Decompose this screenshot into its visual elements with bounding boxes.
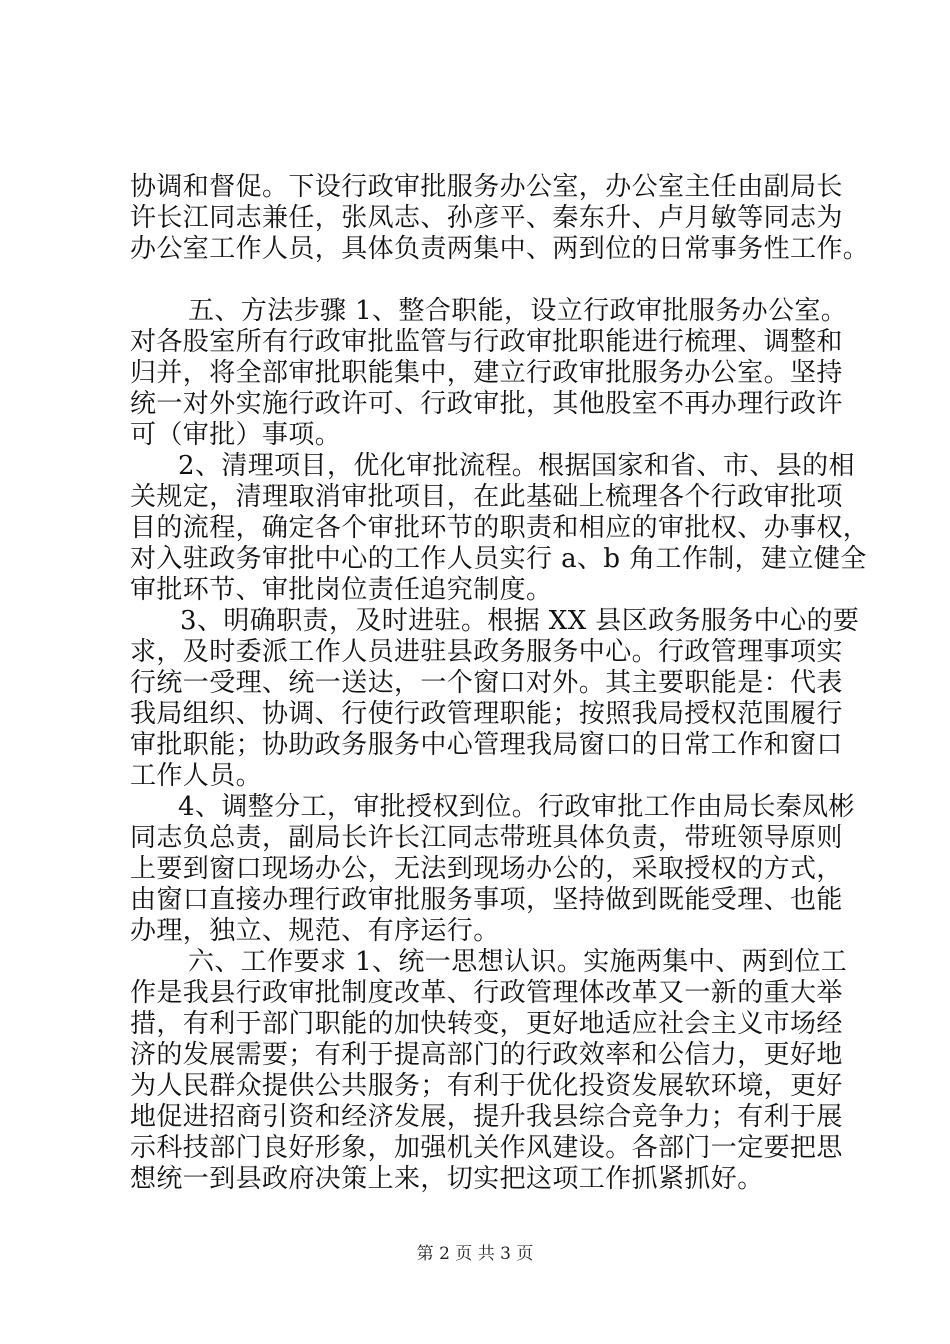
text-line: 统一对外实施行政许可、行政审批，其他股室不再办理行政许 xyxy=(130,389,843,419)
text-line: 目的流程，确定各个审批环节的职责和相应的审批权、办事权， xyxy=(130,513,870,543)
paragraph-spacer xyxy=(130,265,840,296)
paragraph-1 xyxy=(130,172,870,265)
paragraph-6 xyxy=(130,947,848,1195)
text-line: 同志负总责，副局长许长江同志带班具体负责，带班领导原则 xyxy=(130,823,843,853)
text-line: 2、清理项目，优化审批流程。根据国家和省、市、县的相 xyxy=(178,451,855,481)
text-line: 关规定，清理取消审批项目，在此基础上梳理各个行政审批项 xyxy=(130,482,843,512)
text-line: 办理，独立、规范、有序运行。 xyxy=(130,916,500,946)
text-line: 归并，将全部审批职能集中，建立行政审批服务办公室。坚持 xyxy=(130,358,843,388)
paragraph-2 xyxy=(130,296,848,451)
text-line: 措，有利于部门职能的加快转变，更好地适应社会主义市场经 xyxy=(130,1009,843,1039)
text-line: 审批环节、审批岗位责任追究制度。 xyxy=(130,575,553,605)
document-body xyxy=(130,172,870,1195)
text-line: 想统一到县政府决策上来，切实把这项工作抓紧抓好。 xyxy=(130,1164,764,1194)
text-line: 由窗口直接办理行政审批服务事项，坚持做到既能受理、也能 xyxy=(130,885,843,915)
paragraph-3 xyxy=(130,451,870,606)
text-line: 3、明确职责，及时进驻。根据 XX 县区政务服务中心的要 xyxy=(180,606,860,636)
text-line: 六、工作要求 1、统一思想认识。实施两集中、两到位工 xyxy=(188,947,848,977)
text-line: 4、调整分工，审批授权到位。行政审批工作由局长秦凤彬 xyxy=(178,792,855,822)
text-line: 许长江同志兼任，张凤志、孙彦平、秦东升、卢月敏等同志为 xyxy=(130,203,843,233)
text-line: 我局组织、协调、行使行政管理职能；按照我局授权范围履行 xyxy=(130,699,843,729)
paragraph-5 xyxy=(130,792,855,947)
text-line: 可（审批）事项。 xyxy=(130,420,342,450)
page-number: 第 2 页 共 3 页 xyxy=(416,1244,534,1264)
text-line: 工作人员。 xyxy=(130,761,263,791)
text-line: 上要到窗口现场办公，无法到现场办公的，采取授权的方式， xyxy=(130,854,843,884)
text-line: 对入驻政务审批中心的工作人员实行 a、b 角工作制，建立健全 xyxy=(130,544,867,574)
text-line: 地促进招商引资和经济发展，提升我县综合竞争力；有利于展 xyxy=(130,1102,843,1132)
text-line: 为人民群众提供公共服务；有利于优化投资发展软环境，更好 xyxy=(130,1071,843,1101)
text-line: 协调和督促。下设行政审批服务办公室，办公室主任由副局长 xyxy=(130,172,843,202)
text-line: 审批职能；协助政务服务中心管理我局窗口的日常工作和窗口 xyxy=(130,730,843,760)
text-line: 五、方法步骤 1、整合职能，设立行政审批服务办公室。 xyxy=(188,296,848,326)
text-line: 办公室工作人员，具体负责两集中、两到位的日常事务性工作。 xyxy=(130,234,870,264)
text-line: 济的发展需要；有利于提高部门的行政效率和公信力，更好地 xyxy=(130,1040,843,1070)
text-line: 行统一受理、统一送达，一个窗口对外。其主要职能是：代表 xyxy=(130,668,843,698)
text-line: 示科技部门良好形象，加强机关作风建设。各部门一定要把思 xyxy=(130,1133,843,1163)
paragraph-4 xyxy=(130,606,860,792)
text-line: 求，及时委派工作人员进驻县政务服务中心。行政管理事项实 xyxy=(130,637,843,667)
text-line: 作是我县行政审批制度改革、行政管理体改革又一新的重大举 xyxy=(130,978,843,1008)
text-line: 对各股室所有行政审批监管与行政审批职能进行梳理、调整和 xyxy=(130,327,843,357)
